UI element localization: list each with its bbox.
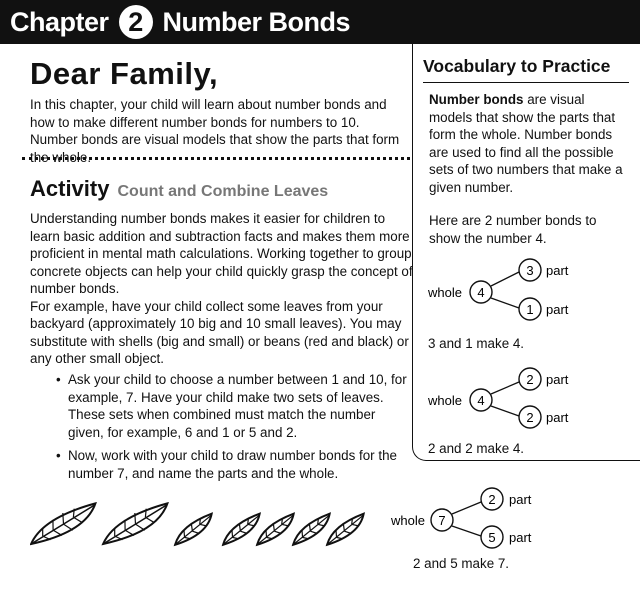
whole-label: whole xyxy=(428,393,462,408)
bullet-item: • Ask your child to choose a number between 1 and 10, for example, 7. Have your child make two sets of leaves. These sets when combined must match the number given, for example, 6 and 1 or 5 and 2. xyxy=(56,371,412,441)
number-bond-diagram xyxy=(412,258,640,328)
activity-heading xyxy=(30,176,328,202)
chapter-header xyxy=(0,0,640,44)
part-value: 2 xyxy=(488,492,496,507)
whole-value: 4 xyxy=(477,393,485,408)
part-label: part xyxy=(509,492,532,507)
vocabulary-definition-text: are visual models that show the parts that form the whole. Number bonds are used to find all the possible sets of two numbers that make a given number. xyxy=(429,92,623,195)
greeting: Dear Family, xyxy=(30,56,219,91)
whole-label: whole xyxy=(428,285,462,300)
part-label: part xyxy=(546,302,569,317)
activity-body xyxy=(30,210,414,368)
vocabulary-title: Vocabulary to Practice xyxy=(423,56,611,76)
whole-value: 4 xyxy=(477,285,485,300)
part-value: 1 xyxy=(526,302,534,317)
part-value: 5 xyxy=(488,530,496,545)
part-value: 2 xyxy=(526,372,534,387)
part-label: part xyxy=(509,530,532,545)
chapter-word: Chapter xyxy=(10,6,109,37)
activity-paragraph-2: For example, have your child collect some leaves from your backyard (approximately 10 big and 10 small leaves). You may substitute with shells (big and small) or beans (red and black) or any other small object. xyxy=(30,298,409,366)
part-label: part xyxy=(546,263,569,278)
vocabulary-example-intro: Here are 2 number bonds to show the number 4. xyxy=(429,213,597,246)
activity-subtitle: Count and Combine Leaves xyxy=(117,183,329,200)
vocabulary-divider xyxy=(423,82,629,83)
leaf-icon xyxy=(171,510,217,550)
bond-caption: 2 and 5 make 7. xyxy=(413,556,510,571)
part-label: part xyxy=(546,410,569,425)
intro-paragraph: In this chapter, your child will learn about number bonds and how to make different number bonds for numbers to 10. Number bonds are visual models that show the parts that form the whole. xyxy=(30,97,400,165)
activity-bullets xyxy=(56,371,412,488)
number-bond-diagram xyxy=(412,366,640,436)
leaf-icon xyxy=(98,496,174,551)
vocabulary-definition xyxy=(429,91,629,196)
activity-paragraph-1: Understanding number bonds makes it easier for children to learn basic addition and subtraction facts and makes them more proficient in mental math calculations. Working together to group concrete objects can help your child quickly grasp the concept of number bonds. xyxy=(30,211,413,296)
leaves-illustration xyxy=(30,492,370,558)
vocabulary-term: Number bonds xyxy=(429,92,524,107)
dotted-divider xyxy=(22,157,410,160)
chapter-number-badge: 2 xyxy=(119,5,153,39)
whole-value: 7 xyxy=(438,513,446,528)
bond-caption: 3 and 1 make 4. xyxy=(428,336,525,351)
bullet-item: • Now, work with your child to draw number bonds for the number 7, and name the parts and the whole. xyxy=(56,447,412,482)
chapter-heading xyxy=(10,4,350,40)
bond-caption: 2 and 2 make 4. xyxy=(428,441,525,456)
part-value: 3 xyxy=(526,263,534,278)
leaf-icon xyxy=(30,496,101,551)
part-label: part xyxy=(546,372,569,387)
chapter-title: Number Bonds xyxy=(162,6,351,37)
activity-title: Activity xyxy=(30,176,110,201)
number-bond-diagram xyxy=(380,484,580,554)
whole-label: whole xyxy=(391,513,425,528)
part-value: 2 xyxy=(526,410,534,425)
